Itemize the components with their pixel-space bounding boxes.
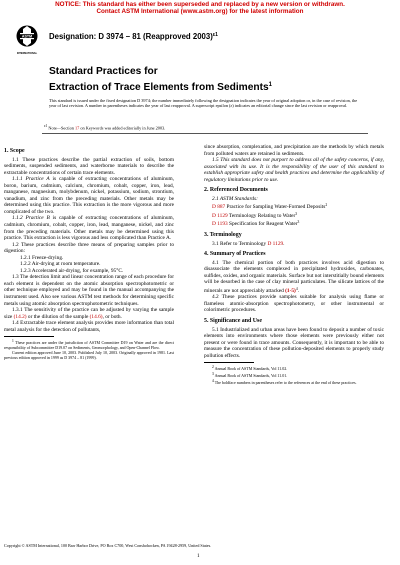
- header-divider: [42, 133, 368, 134]
- para-4-1: 4.1 The chemical portion of both practices involves acid digestion to disassociate the elements complexed in precipitated hydroxides, carbonates, sulfides, oxides, and organic materials. Surface but not interstitially bound elements will be desorbed in the case of clay mineral particulates. The silicate lattices of the minerals are not appreciably attacked $(1-5)^4$.: [204, 259, 384, 294]
- epsilon-superscript: ε1: [212, 32, 218, 38]
- para-1-5: 1.5 This standard does not purport to address all of the safety concerns, if any, associated with its use. It is the responsibility of the user of this standard to establish appropriate safety and health practices and determine the applicability of regulatory limitations prior to use.: [204, 157, 384, 183]
- footnote-divider-right: [204, 362, 254, 363]
- para-2-1: 2.1 ASTM Standards:: [212, 195, 258, 202]
- notice-banner: [0, 1, 400, 16]
- para-1-2-2: 1.2.2 Air-drying at room temperature.: [20, 261, 101, 268]
- notice-line-1: NOTICE: This standard has either been superseded and replaced by a new version or withdrawn.: [55, 1, 345, 8]
- reference-d1129: D 1129 Terminology Relating to Water$^3$: [212, 211, 298, 219]
- reference-d1193: D 1193 Specification for Reagent Water$^3$: [212, 220, 300, 228]
- footnote-4: $^4$ The boldface numbers in parentheses refer to the references at the end of these practices.: [212, 379, 357, 386]
- para-1-4: 1.4 Extractable trace element analysis provides more information than total metal analysis for the detection of pollutants,: [4, 320, 174, 333]
- logo-label: INTERNATIONAL: [16, 52, 38, 55]
- para-1-4-cont: since absorption, complexation, and precipitation are the methods by which metals from polluted waters are retained in sediments.: [204, 144, 384, 157]
- link-d887[interactable]: D 887: [212, 204, 226, 211]
- astm-logo-icon: [16, 24, 38, 57]
- designation-text: Designation: D 3974 – 81 (Reapproved 2003): [49, 32, 213, 41]
- reference-d887: D 887 Practice for Sampling Water-Formed Deposits$^2$: [212, 203, 328, 211]
- para-5-1: 5.1 Industrialized and urban areas have been found to deposit a number of toxic elements into environments where those elements were previously either not present or were found in trace amounts. Consequently, it is important to be able to measure the concentration of these pollution-deposited elements to properly study pollution effects.: [204, 326, 384, 359]
- title-line-2: Extraction of Trace Elements from Sediments: [49, 81, 269, 93]
- link-d1129[interactable]: D 1129: [212, 212, 228, 219]
- right-column: [204, 144, 384, 386]
- scope-heading: 1. Scope: [4, 148, 25, 154]
- epsilon-note-mark: ε1: [44, 124, 48, 128]
- terminology-heading: 3. Terminology: [204, 232, 242, 239]
- para-3-1: 3.1 Refer to Terminology D 1129.: [212, 240, 285, 247]
- link-d1193[interactable]: D 1193: [212, 221, 228, 228]
- designation: [49, 32, 218, 41]
- title-line-1: Standard Practices for: [49, 66, 158, 77]
- footnote-1-edition: Current edition approved June 10, 2003. Published July 10, 2003. Originally approved in 1981. Last previous edition approved in 1999 as D 3974 – 81 (1999).: [4, 350, 174, 361]
- svg-text:ASTM: ASTM: [21, 34, 33, 39]
- epsilon-note: $^{\varepsilon 1}$ Note—Section 17 on Keywords was added editorially in June 2003.: [44, 124, 166, 131]
- para-1-2: 1.2 These practices describe three means of preparing samples prior to digestion:: [4, 241, 174, 255]
- para-4-2: 4.2 These practices provide samples suitable for analysis using flame or flameless atomic-absorption spectrophotometry, or other instrumental or colorimetric procedures.: [204, 294, 384, 314]
- para-1-2-3: 1.2.3 Accelerated air-drying, for example, 95°C.: [20, 267, 124, 274]
- para-1-3-1: 1.3.1 The sensitivity of the practice can be adjusted by varying the sample size (14.2) or the dilution of the sample (14.6), or both.: [4, 307, 174, 320]
- para-1-2-1: 1.2.1 Freeze-drying.: [20, 254, 64, 261]
- significance-heading: 5. Significance and Use: [204, 318, 262, 325]
- notice-line-2: Contact ASTM International (www.astm.org) for the latest information: [96, 8, 304, 16]
- page-number: 1: [197, 553, 200, 559]
- para-1-3: 1.3 The detection limit and linear concentration range of each procedure for each element is dependent on the atomic absorption spectrophotometric or other technique employed and may be found in the manual accompanying the instrument used. Also see various ASTM test methods for determining specific metals using atomic absorption spectrophotometric techniques.: [4, 274, 174, 307]
- issuance-note: This standard is issued under the fixed designation D 3974; the number immediately following the designation indicates the year of original adoption or, in the case of revision, the year of last revision. A number in parentheses indicates the year of last reapproval. A superscript epsilon (ε) indicates an editorial change since the last revision or reapproval.: [49, 98, 358, 109]
- para-1-1-2: 1.1.2 Practice B is capable of extracting concentrations of aluminum, cadmium, chromium, cobalt, copper, iron, lead, manganese, nickel, and zinc from the preceding materials. Other metals may be determined using this practice. This extraction is less vigorous and less complicated than Practice A.: [4, 215, 174, 242]
- referenced-documents-heading: 2. Referenced Documents: [204, 187, 268, 194]
- left-column: [4, 148, 174, 361]
- footnote-divider: [4, 336, 54, 337]
- link-terminology-d1129[interactable]: D 1129: [267, 240, 284, 247]
- para-1-1: 1.1 These practices describe the partial extraction of soils, bottom sediments, suspended sediments, and waterborne materials to describe the extractable concentrations of certain trace elements.: [4, 156, 174, 176]
- footnote-2: $^2$ Annual Book of ASTM Standards, Vol 11.02.: [212, 365, 288, 372]
- link-14-2[interactable]: (14.2): [13, 313, 27, 320]
- summary-heading: 4. Summary of Practices: [204, 251, 266, 258]
- footnote-1: $^1$ These practices are under the jurisdiction of ASTM Committee D19 on Water and are the direct responsibility of Subcommittee D19.07 on Sediments, Geomorphology, and Open-Channel Flow.: [4, 339, 174, 351]
- footnote-3: $^3$ Annual Book of ASTM Standards, Vol 11.01.: [212, 372, 288, 379]
- link-14-6[interactable]: (14.6): [89, 313, 103, 320]
- page-title: [49, 66, 369, 94]
- link-references-1-5[interactable]: (1-5): [285, 287, 296, 294]
- title-footnote-mark: 1: [268, 81, 273, 88]
- para-1-1-1: 1.1.1 Practice A is capable of extracting concentrations of aluminum, boron, barium, cadmium, calcium, chromium, cobalt, copper, iron, lead, manganese, magnesium, molybdenum, nickel, potassium, sodium, strontium, vanadium, and zinc from the preceding materials. Other metals may be determined using this practice. This extraction is the more vigorous and more complicated of the two.: [4, 176, 174, 215]
- copyright-footer: Copyright © ASTM International, 100 Barr Harbor Drive, PO Box C700, West Conshohocken, PA 19428-2959, United States.: [4, 543, 212, 548]
- section-17-link[interactable]: 17: [74, 125, 80, 131]
